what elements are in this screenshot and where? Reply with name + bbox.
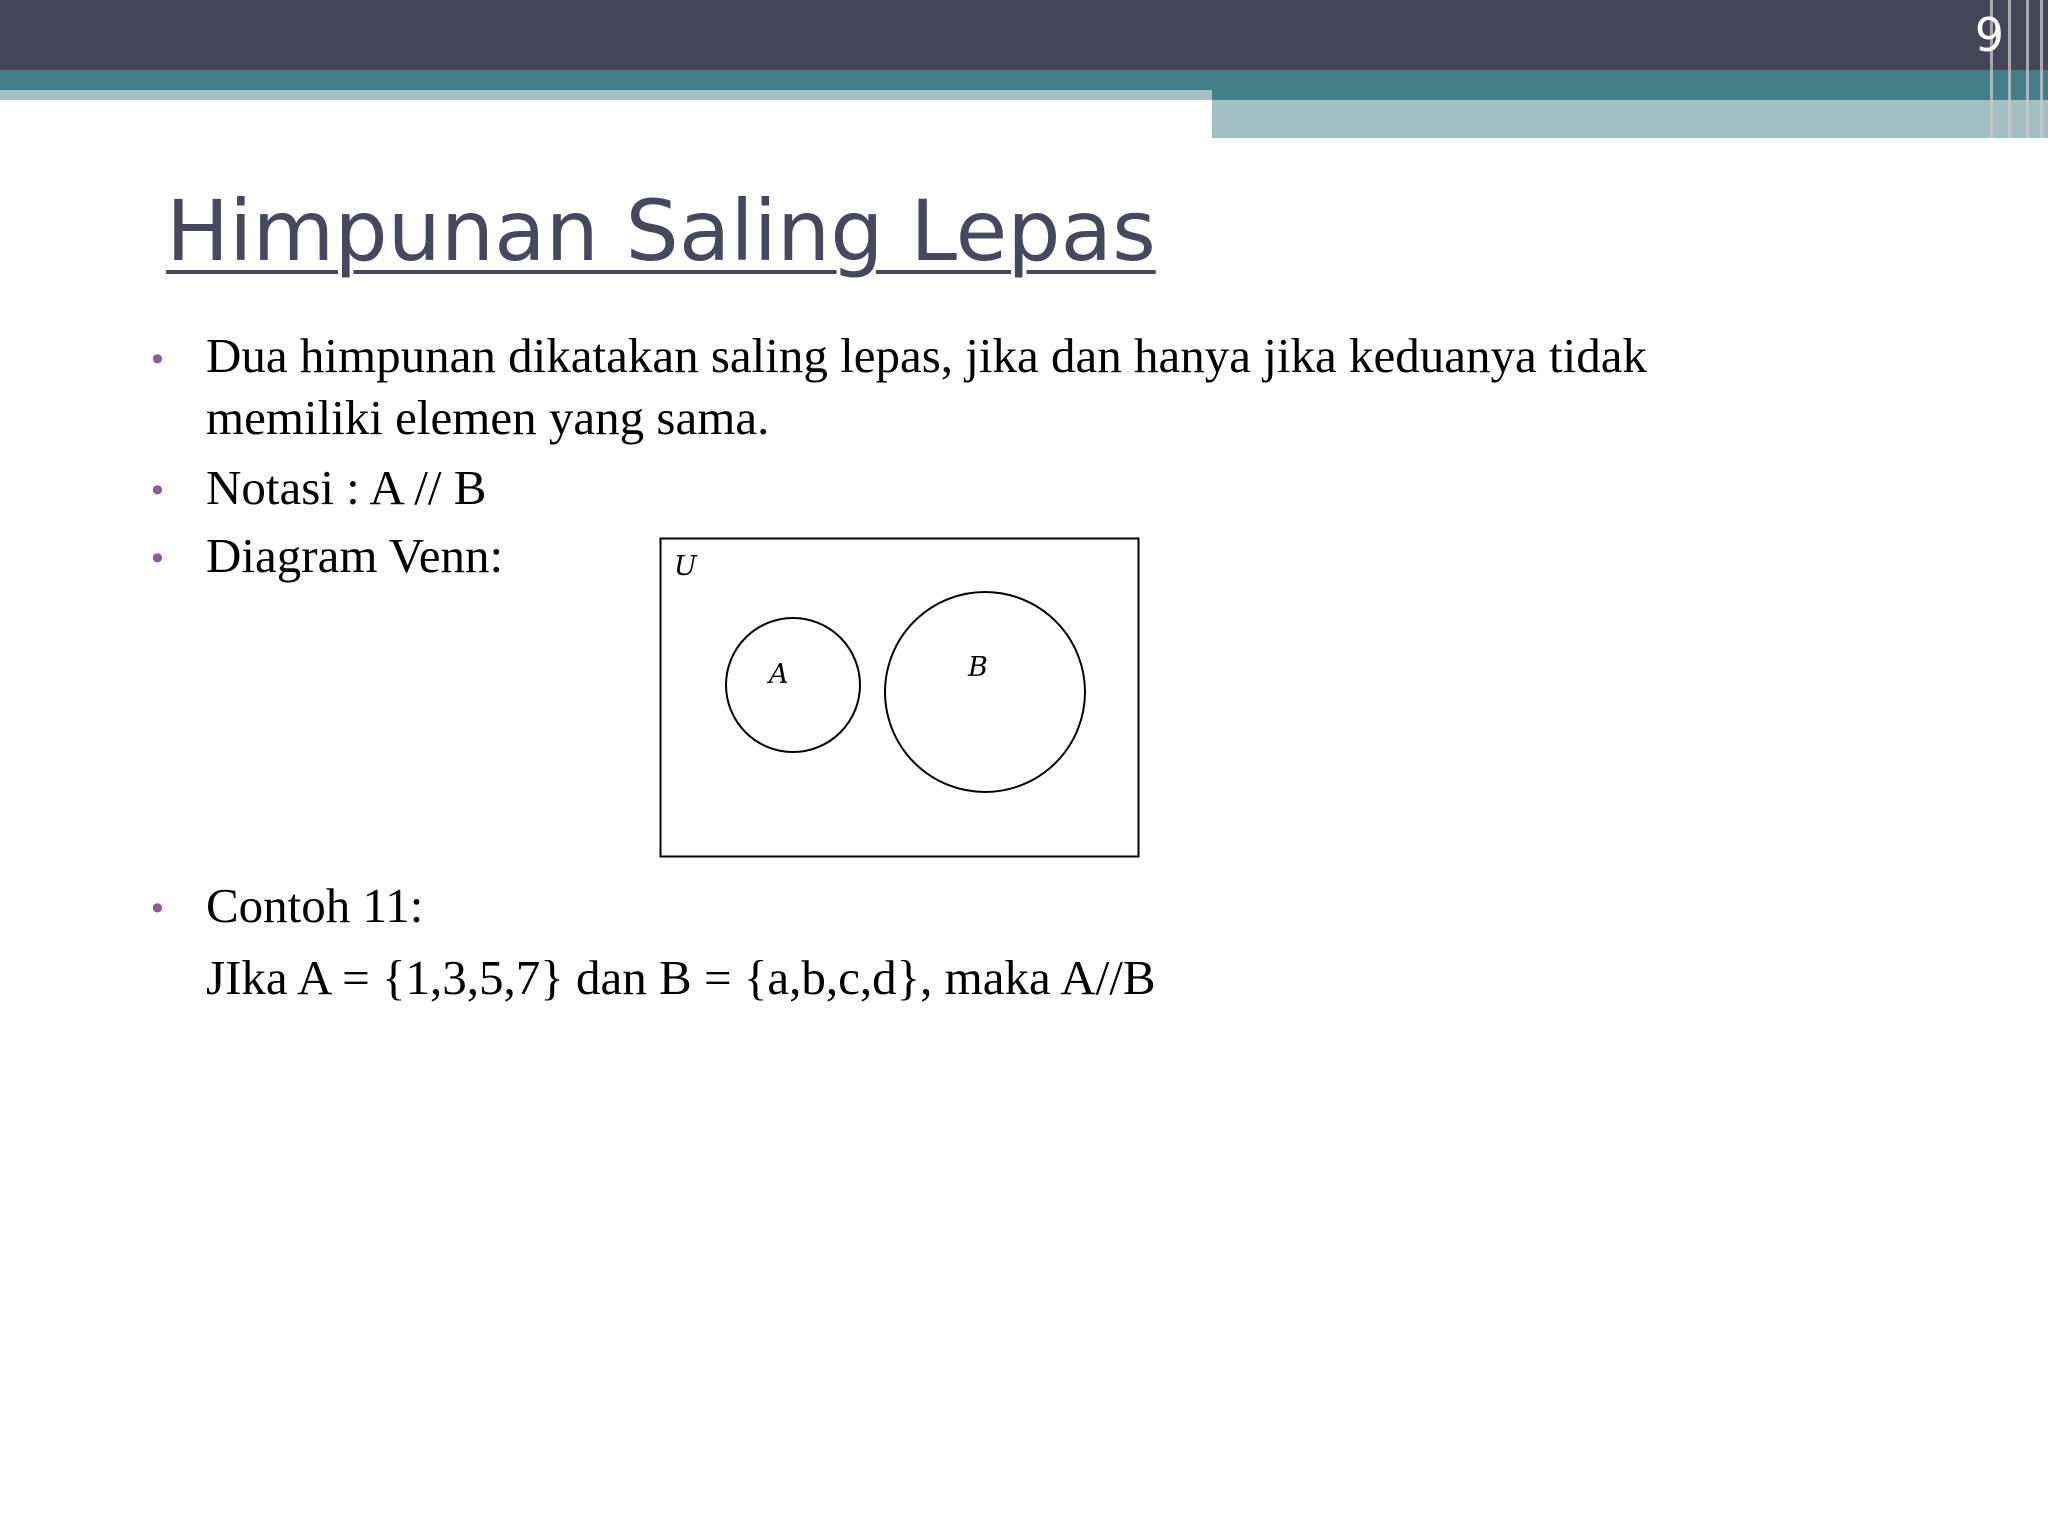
notation-text: Notasi : A // B — [206, 460, 487, 515]
header-bar — [0, 0, 2048, 70]
header-edge-line — [2026, 0, 2029, 138]
example-text: JIka A = {1,3,5,7} dan B = {a,b,c,d}, maka A//B — [206, 950, 1156, 1005]
definition-line-1: Dua himpunan dikatakan saling lepas, jika dan hanya jika keduanya tidak — [206, 328, 1647, 383]
header-accent-strip-right — [1212, 100, 2048, 138]
slide-title: Himpunan Saling Lepas — [166, 182, 1156, 280]
header-edge-line — [2040, 0, 2043, 138]
set-b-label: B — [968, 652, 988, 683]
set-a-circle — [726, 618, 860, 752]
bullet-marker: • — [148, 472, 167, 510]
set-a-label: A — [769, 659, 789, 690]
bullet-marker: • — [148, 890, 167, 928]
example-heading: Contoh 11: — [206, 878, 424, 933]
header-edge-line — [2008, 0, 2011, 138]
page-number: 9 — [1974, 8, 2004, 62]
universe-label: U — [674, 551, 697, 582]
venn-heading: Diagram Venn: — [206, 528, 504, 583]
bullet-marker: • — [148, 341, 167, 379]
venn-diagram — [659, 537, 1140, 858]
header-accent-strip-left — [0, 90, 1212, 100]
definition-line-2: memiliki elemen yang sama. — [206, 390, 770, 445]
universe-rectangle — [661, 539, 1139, 857]
set-b-circle — [885, 592, 1085, 792]
bullet-marker: • — [148, 540, 167, 578]
